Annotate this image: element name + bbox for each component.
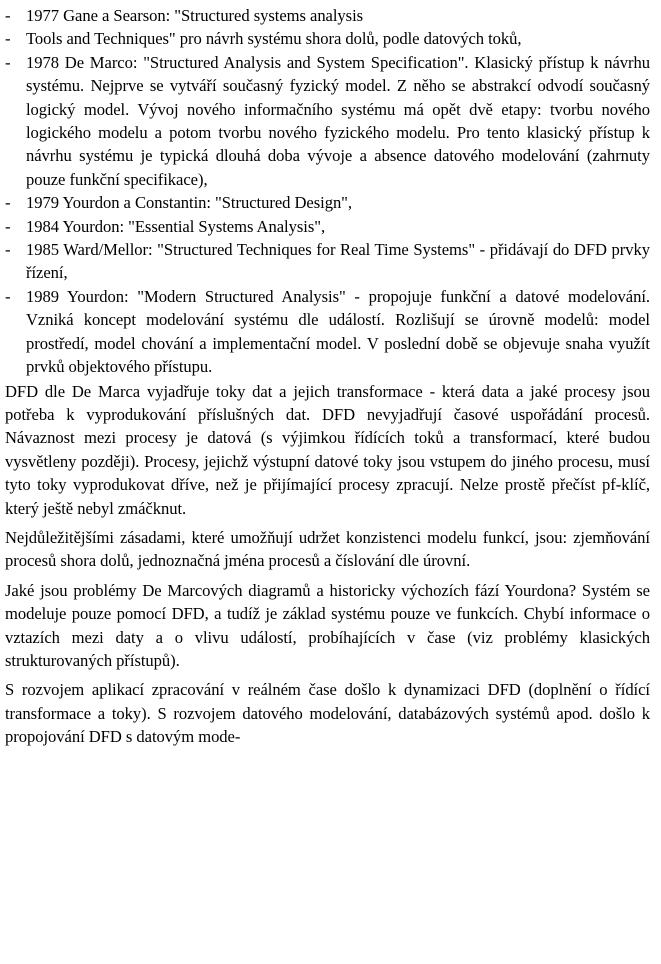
list-item-text: 1985 Ward/Mellor: "Structured Techniques for Real Time Systems" - přidávají do DFD prvky řízení, (26, 240, 650, 283)
list-item (5, 285, 650, 379)
list-item-text: Tools and Techniques" pro návrh systému shora dolů, podle datových toků, (26, 29, 522, 49)
bullet-dash: - (5, 6, 11, 25)
history-list (5, 4, 650, 379)
list-item-text: 1977 Gane a Searson: "Structured systems analysis (26, 6, 364, 25)
paragraph-problems: Jaké jsou problémy De Marcových diagramů a historicky výchozích fází Yourdona? Systém se modeluje pouze pomocí DFD, a tudíž je základ systému pouze ve funkcích. Chybí informace o vztazích mezi daty a o vlivu událostí, probíhajících v čase (viz problémy klasických strukturovaných přístupů). (5, 580, 650, 670)
list-item-text: 1984 Yourdon: "Essential Systems Analysis", (26, 216, 326, 236)
list-item (5, 191, 650, 214)
list-item (5, 51, 650, 191)
list-item (5, 215, 650, 238)
bullet-dash: - (5, 52, 11, 72)
bullet-dash: - (5, 286, 11, 306)
document-page (5, 4, 650, 755)
bullet-dash: - (5, 29, 11, 49)
paragraph-consistency-principles: Nejdůležitějšími zásadami, které umožňují udržet konzistenci modelu funkcí, jsou: zjemňování procesů shora dolů, jednoznačná jména procesů a číslování dle úrovní. (5, 527, 650, 571)
bullet-dash: - (5, 193, 11, 213)
list-item (5, 4, 650, 27)
list-item-text: 1979 Yourdon a Constantin: "Structured Design", (26, 193, 353, 213)
bullet-dash: - (5, 216, 11, 236)
bullet-dash: - (5, 240, 11, 260)
list-item (5, 27, 650, 50)
list-item-text: 1978 De Marco: "Structured Analysis and System Specification". Klasický přístup k návrhu systému. Nejprve se vytváří současný fyzický model. Z něho se abstrakcí odvodí současný logický model. Vývoj nového informačního systému má opět dvě etapy: tvorbu nového logického modelu a potom tvorbu nového fyzického modelu. Pro tento klasický přístup k návrhu systému je typická dlouhá doba vývoje a absence datového modelování (zahrnuty pouze funkční specifikace), (26, 52, 650, 189)
paragraph-realtime-development: S rozvojem aplikací zpracování v reálném čase došlo k dynamizaci DFD (doplnění o řídící transformace a toky). S rozvojem datového modelování, databázových systémů apod. došlo k propojování DFD s datovým mode- (5, 680, 650, 747)
paragraph-dfd-de-marco: DFD dle De Marca vyjadřuje toky dat a jejich transformace - která data a jaké procesy jsou potřeba k vyprodukování příslušných dat. DFD nevyjadřují časové uspořádání procesů. Návaznost mezi procesy je datová (s výjimkou řídících toků a transformací, které budou vysvětleny později). Procesy, jejichž výstupní datové toky jsou vstupem do jiného procesu, musí tyto toky vyprodukovat dříve, než je přijímající procesy zpracují. Nelze prostě přečíst pf-klíč, který ještě nebyl zmáčknut. (5, 381, 650, 518)
list-item-text: 1989 Yourdon: "Modern Structured Analysis" - propojuje funkční a datové modelování. Vzniká koncept modelování systému dle událostí. Rozlišují se úrovně modelů: model prostředí, model chování a implementační model. V poslední době se objevuje snaha využít prvků objektového přístupu. (26, 286, 650, 377)
list-item (5, 238, 650, 285)
